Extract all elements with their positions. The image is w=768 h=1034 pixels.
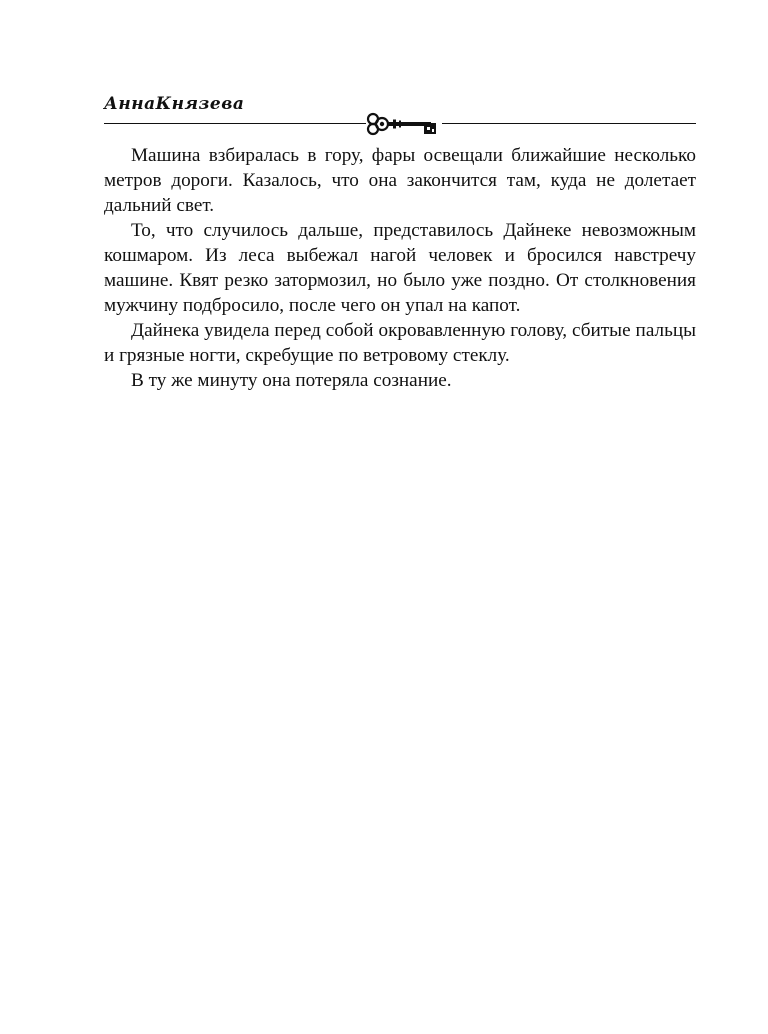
key-icon — [366, 111, 442, 137]
paragraph: В ту же минуту она потеряла сознание. — [131, 370, 452, 391]
page-text — [104, 143, 696, 393]
paragraph: То, что случилось дальше, представилось Дайнеке невозможным кошмаром. Из леса выбежал нагой человек и бросился навстречу машине. Квят резко затормозил, но было уже поздно. От столкновения мужчину подбросило, после чего он упал на капот. — [104, 220, 696, 316]
paragraph: Дайнека увидела перед собой окровавленную голову, сбитые пальцы и грязные ногти, скребущие по ветровому стеклу. — [104, 320, 696, 366]
paragraph: Машина взбиралась в гору, фары освещали ближайшие несколько метров дороги. Казалось, что она закончится там, куда не долетает дальний свет. — [104, 145, 696, 216]
running-head-author: АннаКнязева — [104, 94, 245, 114]
